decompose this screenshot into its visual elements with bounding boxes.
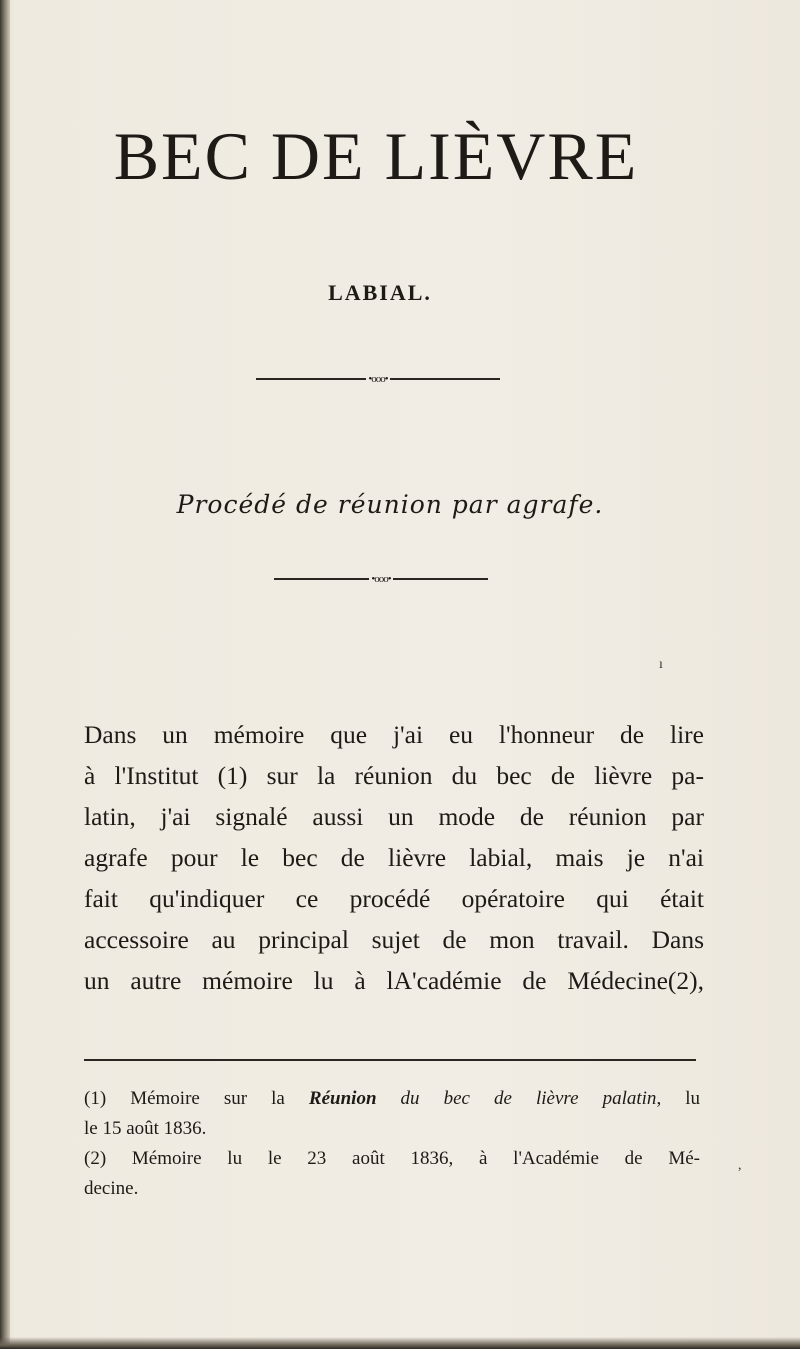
ornamental-divider-top — [256, 374, 500, 384]
footnote-1-continued: le 15 août 1836. — [84, 1118, 207, 1139]
body-text-line: latin, j'ai signalé aussi un mode de réunion par — [84, 802, 704, 831]
footnote-1-prefix: (1) Mémoire sur la — [84, 1088, 309, 1109]
footnote-2: (2) Mémoire lu le 23 août 1836, à l'Académie de Mé- — [84, 1148, 700, 1169]
divider-line — [393, 578, 488, 580]
body-text-line: Dans un mémoire que j'ai eu l'honneur de lire — [84, 720, 704, 749]
footnote-1-italic-bold: Réunion — [308, 1088, 377, 1109]
divider-line — [274, 578, 369, 580]
footnote-rule — [84, 1059, 696, 1061]
body-text-line: agrafe pour le bec de lièvre labial, mais je n'ai — [84, 843, 704, 872]
divider-ornament: •ooo• — [368, 373, 388, 385]
footnote-1 — [84, 1089, 700, 1108]
margin-mark: , — [738, 1158, 742, 1173]
margin-mark: ı — [659, 657, 663, 672]
book-binding-edge — [0, 0, 10, 1349]
footnote-1-italic: du bec de lièvre palatin — [376, 1088, 657, 1109]
page-bottom-edge — [0, 1337, 800, 1349]
ornamental-divider-bottom — [274, 574, 488, 584]
body-text-line: fait qu'indiquer ce procédé opératoire qui était — [84, 884, 704, 913]
body-text-line: à l'Institut (1) sur la réunion du bec de lièvre pa- — [84, 761, 704, 790]
divider-ornament: •ooo• — [371, 573, 391, 585]
section-heading: Procédé de réunion par agrafe. — [176, 490, 604, 519]
footnote-1-suffix: , lu — [656, 1088, 701, 1109]
body-text-line: un autre mémoire lu à lA'cadémie de Médecine(2), — [84, 966, 704, 995]
divider-line — [256, 378, 366, 380]
footnote-2-continued: decine. — [84, 1178, 139, 1199]
page-title: BEC DE LIÈVRE — [113, 118, 639, 194]
divider-line — [390, 378, 500, 380]
page-subtitle: LABIAL. — [328, 280, 432, 305]
body-text-line: accessoire au principal sujet de mon travail. Dans — [84, 925, 704, 954]
